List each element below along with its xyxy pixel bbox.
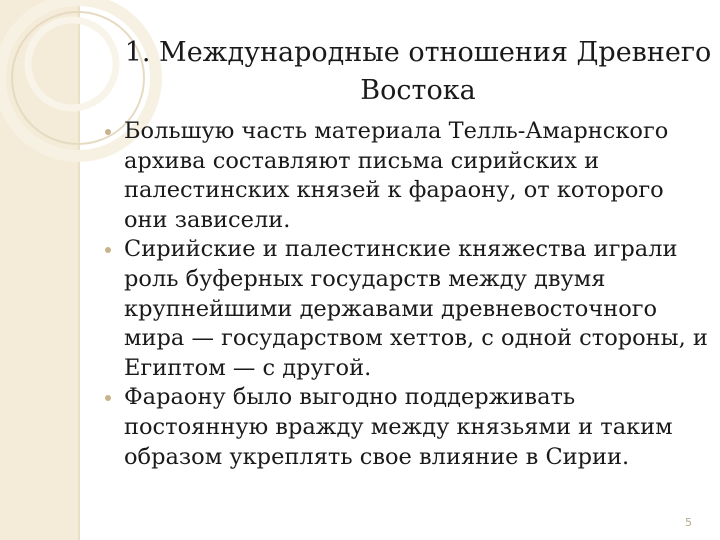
bullet-list [124, 117, 709, 472]
bullet-marker [105, 247, 111, 253]
bullet-text: Сирийские и палестинские княжества играли роль буферных государств между двумя крупнейшими державами древневосточного мира — государством хеттов, с одной стороны, и Египтом — с другой. [124, 236, 708, 381]
side-band-edge [78, 0, 80, 540]
bullet-text: Большую часть материала Телль-Амарнского архива составляют письма сирийских и палестинских князей к фараону, от которого они зависели. [124, 118, 669, 233]
bullet-text: Фараону было выгодно поддерживать постоянную вражду между князьями и таким образом укреплять свое влияние в Сирии. [124, 384, 673, 470]
bullet-marker [105, 395, 111, 401]
bullet-item [124, 117, 709, 235]
bullet-item [124, 383, 709, 472]
bullet-marker [105, 129, 111, 135]
slide-number: 5 [685, 516, 692, 529]
bullet-item [124, 235, 709, 383]
slide-title: 1. Международные отношения Древнего Востока [124, 37, 712, 106]
decorative-side-band [0, 0, 78, 540]
